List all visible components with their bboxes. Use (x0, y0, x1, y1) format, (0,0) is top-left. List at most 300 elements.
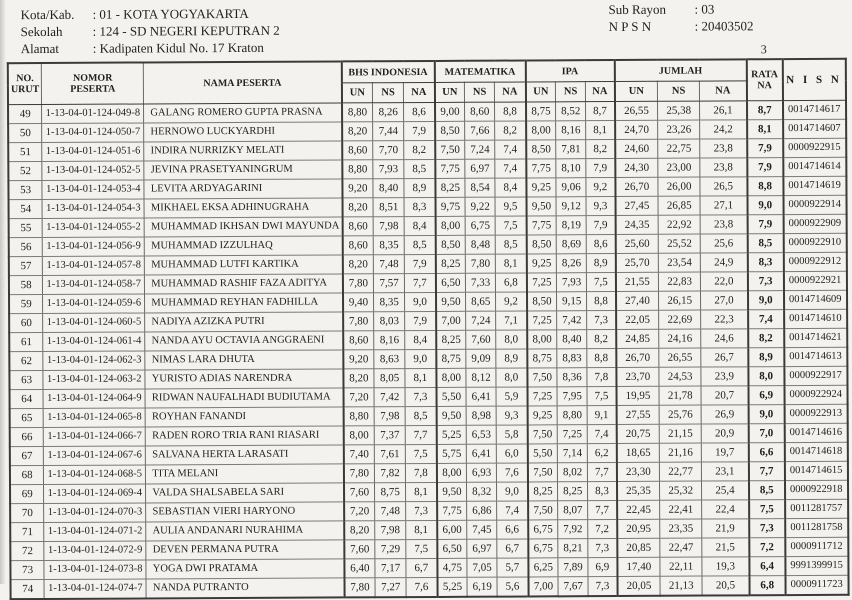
rata-na-cell: 8,9 (748, 348, 784, 367)
score-cell-bhs-ns: 8,26 (373, 103, 404, 122)
nisn-cell: 0011281757 (785, 499, 848, 518)
rata-na-cell: 6,9 (748, 386, 784, 405)
score-cell-mat-un: 9,50 (436, 292, 466, 311)
score-cell-mat-un: 5,25 (436, 425, 466, 444)
row-number-cell: 55 (9, 219, 43, 238)
score-cell-ipa-ns: 8,40 (557, 330, 587, 349)
score-cell-ipa-un: 7,25 (527, 311, 557, 330)
row-number-cell: 50 (8, 124, 42, 143)
nama-peserta-cell: JEVINA PRASETYANINGRUM (144, 160, 342, 180)
score-cell-bhs-na: 7,7 (405, 273, 436, 292)
score-cell-jml-na: 26,7 (701, 348, 748, 367)
score-cell-bhs-na: 8,6 (404, 102, 435, 121)
score-cell-ipa-na: 6,2 (587, 444, 616, 463)
score-cell-mat-ns: 7,45 (467, 520, 497, 539)
score-cell-mat-na: 6,0 (496, 444, 527, 463)
score-cell-mat-na: 8,0 (496, 368, 527, 387)
score-cell-jml-un: 27,45 (615, 196, 658, 215)
score-cell-ipa-na: 7,5 (587, 273, 616, 292)
score-cell-jml-un: 20,85 (617, 538, 660, 557)
score-cell-jml-ns: 25,38 (658, 101, 700, 120)
subheader-bhs-na: NA (404, 82, 435, 102)
score-cell-mat-ns: 8,48 (465, 235, 495, 254)
score-cell-ipa-na: 7,7 (588, 501, 617, 520)
rata-na-cell: 9,0 (747, 196, 783, 215)
score-cell-jml-un: 24,85 (616, 329, 659, 348)
row-number-cell: 69 (10, 485, 44, 504)
score-cell-jml-na: 24,6 (701, 329, 748, 348)
nomor-peserta-cell: 1-13-04-01-124-066-7 (44, 427, 146, 447)
score-cell-ipa-un: 8,00 (526, 121, 556, 140)
score-cell-ipa-ns: 9,12 (556, 197, 586, 216)
score-cell-bhs-na: 8,1 (406, 520, 437, 539)
subheader-jml-un: UN (615, 81, 658, 101)
score-cell-mat-na: 8,1 (495, 254, 526, 273)
score-cell-ipa-un: 7,25 (527, 273, 557, 292)
score-cell-mat-na: 7,4 (497, 501, 528, 520)
score-cell-bhs-ns: 7,44 (373, 122, 404, 141)
score-cell-mat-na: 9,0 (497, 482, 528, 501)
score-cell-jml-na: 23,1 (702, 462, 749, 481)
nisn-cell: 0000922924 (784, 385, 847, 404)
score-cell-bhs-ns: 8,03 (374, 312, 405, 331)
score-cell-ipa-un: 7,25 (527, 387, 557, 406)
rata-na-cell: 7,0 (748, 424, 784, 443)
nama-peserta-cell: MUHAMMAD REYHAN FADHILLA (145, 293, 343, 313)
score-cell-ipa-ns: 7,42 (557, 311, 587, 330)
score-cell-jml-un: 24,35 (615, 215, 658, 234)
score-cell-bhs-un: 8,00 (343, 426, 374, 445)
row-number-cell: 49 (8, 105, 42, 124)
npsn-value: : 20403502 (694, 18, 754, 34)
score-cell-ipa-un: 7,50 (527, 425, 557, 444)
score-cell-bhs-un: 7,60 (344, 483, 375, 502)
subheader-mat-un: UN (435, 82, 465, 102)
score-cell-mat-ns: 6,97 (465, 159, 495, 178)
score-cell-jml-un: 24,60 (615, 139, 658, 158)
rayon-info-block (608, 0, 753, 35)
score-cell-jml-un: 26,70 (615, 177, 658, 196)
score-cell-ipa-na: 8,9 (586, 254, 615, 273)
score-cell-ipa-un: 7,75 (526, 216, 556, 235)
score-cell-mat-un: 9,00 (435, 102, 465, 121)
subheader-bhs-ns: NS (373, 83, 404, 103)
nama-peserta-cell: GALANG ROMERO GUPTA PRASNA (144, 103, 342, 123)
score-cell-jml-na: 24,9 (700, 253, 747, 272)
score-cell-jml-ns: 22,47 (660, 538, 702, 557)
score-cell-mat-ns: 6,53 (466, 425, 496, 444)
row-number-cell: 72 (10, 542, 44, 561)
score-cell-ipa-un: 7,50 (528, 463, 558, 482)
nama-peserta-cell: YOGA DWI PRATAMA (146, 559, 344, 579)
score-cell-jml-na: 26,5 (700, 177, 747, 196)
score-cell-jml-na: 24,2 (700, 120, 747, 139)
score-cell-mat-un: 5,50 (436, 387, 466, 406)
group-header-matematika: MATEMATIKA (434, 60, 525, 82)
score-cell-mat-un: 8,50 (435, 121, 465, 140)
nomor-peserta-cell: 1-13-04-01-124-060-5 (43, 313, 145, 333)
nisn-cell: 9991399915 (785, 556, 848, 575)
score-cell-mat-ns: 8,54 (465, 178, 495, 197)
score-cell-mat-ns: 7,05 (467, 558, 497, 577)
nama-peserta-cell: RIDWAN NAUFALHADI BUDIUTAMA (145, 388, 343, 408)
score-cell-mat-na: 6,7 (497, 539, 528, 558)
score-cell-bhs-ns: 8,63 (374, 350, 405, 369)
score-cell-bhs-ns: 8,75 (375, 483, 406, 502)
score-cell-jml-na: 22,0 (701, 272, 748, 291)
score-cell-jml-ns: 21,13 (660, 576, 702, 596)
score-cell-ipa-na: 8,6 (586, 235, 615, 254)
score-cell-mat-na: 9,5 (495, 197, 526, 216)
nisn-cell: 0000922912 (783, 252, 846, 271)
score-cell-ipa-un: 5,50 (527, 444, 557, 463)
score-cell-bhs-na: 7,5 (405, 444, 436, 463)
nama-peserta-cell: NANDA AYU OCTAVIA ANGGRAENI (145, 331, 343, 351)
subheader-ipa-un: UN (526, 82, 556, 102)
score-cell-ipa-un: 9,50 (526, 197, 556, 216)
score-cell-ipa-na: 8,2 (587, 330, 616, 349)
score-cell-bhs-na: 8,2 (404, 140, 435, 159)
kota-value: : 01 - KOTA YOGYAKARTA (92, 5, 249, 22)
score-cell-jml-un: 18,65 (616, 443, 659, 462)
score-cell-bhs-na: 7,6 (406, 577, 437, 597)
score-cell-ipa-ns: 8,83 (557, 349, 587, 368)
score-cell-mat-un: 5,25 (437, 577, 467, 597)
score-cell-mat-ns: 7,66 (465, 121, 495, 140)
page-number: 3 (760, 42, 767, 57)
score-cell-mat-na: 7,1 (496, 311, 527, 330)
score-cell-jml-un: 19,95 (616, 386, 659, 405)
score-cell-jml-un: 26,70 (616, 348, 659, 367)
score-cell-ipa-ns: 7,95 (557, 387, 587, 406)
score-cell-mat-ns: 7,60 (466, 330, 496, 349)
nisn-cell: 0014714621 (784, 328, 847, 347)
score-cell-bhs-na: 9,0 (405, 349, 436, 368)
score-cell-mat-na: 8,0 (496, 330, 527, 349)
npsn-label: N P S N (608, 18, 652, 35)
score-cell-bhs-un: 7,60 (344, 540, 375, 559)
row-number-cell: 65 (10, 409, 44, 428)
col-header-nisn: N I S N (782, 59, 845, 101)
nisn-cell: 0014714616 (784, 423, 847, 442)
row-number-cell: 73 (10, 561, 44, 580)
score-cell-mat-na: 8,9 (496, 349, 527, 368)
score-cell-ipa-un: 9,25 (526, 178, 556, 197)
subrayon-label: Sub Rayon (608, 1, 666, 18)
score-cell-bhs-na: 8,4 (404, 216, 435, 235)
nisn-cell: 0000922909 (783, 214, 846, 233)
nama-peserta-cell: ROYHAN FANANDI (145, 407, 343, 427)
nomor-peserta-cell: 1-13-04-01-124-071-2 (44, 522, 146, 542)
score-cell-ipa-ns: 8,19 (556, 216, 586, 235)
rata-na-cell: 8,7 (747, 101, 783, 120)
row-number-cell: 68 (10, 466, 44, 485)
score-cell-ipa-na: 7,3 (587, 311, 616, 330)
score-cell-bhs-ns: 7,93 (373, 160, 404, 179)
score-cell-jml-ns: 24,16 (659, 329, 701, 348)
row-number-cell: 74 (11, 580, 45, 600)
score-cell-bhs-ns: 8,16 (374, 331, 405, 350)
score-cell-jml-ns: 24,53 (659, 367, 701, 386)
rata-na-cell: 8,3 (747, 253, 783, 272)
score-cell-jml-ns: 26,55 (659, 348, 701, 367)
score-cell-ipa-ns: 8,52 (556, 102, 586, 121)
row-number-cell: 71 (10, 523, 44, 542)
nomor-peserta-cell: 1-13-04-01-124-069-4 (44, 484, 146, 504)
score-cell-ipa-un: 8,50 (526, 235, 556, 254)
score-cell-mat-na: 5,9 (496, 387, 527, 406)
score-cell-ipa-na: 8,8 (587, 349, 616, 368)
nomor-peserta-cell: 1-13-04-01-124-068-5 (44, 465, 146, 485)
nomor-peserta-cell: 1-13-04-01-124-051-6 (42, 142, 144, 162)
nisn-cell: 0014714618 (784, 442, 847, 461)
score-cell-jml-na: 25,4 (702, 481, 749, 500)
rata-na-cell: 7,5 (749, 500, 785, 519)
score-cell-jml-un: 20,05 (617, 576, 660, 596)
info-row-npsn (609, 17, 754, 35)
nama-peserta-cell: DEVEN PERMANA PUTRA (146, 540, 344, 560)
nama-peserta-cell: YURISTO ADIAS NARENDRA (145, 369, 343, 389)
score-cell-jml-ns: 22,92 (658, 215, 700, 234)
nama-peserta-cell: VALDA SHALSABELA SARI (146, 483, 344, 503)
score-cell-bhs-ns: 7,98 (373, 217, 404, 236)
nama-peserta-cell: MIKHAEL EKSA ADHINUGRAHA (144, 198, 342, 218)
nomor-peserta-cell: 1-13-04-01-124-070-3 (44, 503, 146, 523)
nama-peserta-cell: NIMAS LARA DHUTA (145, 350, 343, 370)
score-cell-mat-un: 9,75 (435, 197, 465, 216)
score-cell-ipa-ns: 8,02 (558, 463, 588, 482)
subheader-ipa-na: NA (586, 82, 615, 102)
score-cell-ipa-ns: 8,26 (556, 254, 586, 273)
col-header-no-urut: NO. URUT (8, 63, 42, 105)
subheader-mat-na: NA (495, 82, 526, 102)
score-cell-bhs-na: 7,9 (404, 121, 435, 140)
score-cell-mat-un: 9,50 (436, 406, 466, 425)
score-cell-jml-ns: 22,11 (660, 557, 702, 576)
score-cell-mat-na: 7,4 (495, 159, 526, 178)
score-cell-ipa-na: 7,8 (587, 368, 616, 387)
nomor-peserta-cell: 1-13-04-01-124-052-5 (42, 161, 144, 181)
score-cell-mat-na: 5,7 (497, 558, 528, 577)
table-row (11, 575, 849, 599)
col-header-nomor-peserta: NOMOR PESERTA (42, 62, 144, 104)
score-cell-ipa-ns: 7,81 (556, 140, 586, 159)
nisn-cell: 0014714613 (784, 347, 847, 366)
nisn-cell: 0011281758 (785, 518, 848, 537)
nomor-peserta-cell: 1-13-04-01-124-063-2 (43, 370, 145, 390)
score-cell-bhs-na: 7,9 (404, 254, 435, 273)
score-cell-ipa-na: 6,9 (588, 558, 617, 577)
subheader-jml-na: NA (700, 81, 747, 101)
score-cell-bhs-un: 8,20 (342, 122, 373, 141)
row-number-cell: 52 (8, 162, 42, 181)
score-cell-bhs-un: 9,20 (343, 350, 374, 369)
row-number-cell: 53 (8, 181, 42, 200)
rata-na-cell: 7,9 (747, 215, 783, 234)
score-cell-bhs-ns: 7,48 (375, 502, 406, 521)
table-body (8, 100, 848, 599)
score-cell-ipa-un: 7,75 (526, 159, 556, 178)
score-cell-jml-ns: 21,16 (659, 443, 701, 462)
score-cell-bhs-ns: 8,40 (373, 179, 404, 198)
score-cell-mat-ns: 7,24 (465, 140, 495, 159)
rata-na-cell: 7,7 (749, 462, 785, 481)
score-table (7, 58, 849, 600)
rata-na-cell: 6,8 (749, 576, 785, 596)
score-cell-jml-un: 24,30 (615, 158, 658, 177)
score-cell-bhs-na: 8,3 (404, 197, 435, 216)
score-cell-mat-ns: 8,98 (466, 406, 496, 425)
score-cell-ipa-un: 9,25 (526, 254, 556, 273)
score-cell-mat-un: 8,75 (436, 349, 466, 368)
nisn-cell: 0000922915 (783, 138, 846, 157)
nomor-peserta-cell: 1-13-04-01-124-057-8 (43, 256, 145, 276)
score-cell-ipa-un: 8,75 (527, 349, 557, 368)
score-cell-ipa-na: 8,1 (586, 121, 615, 140)
nisn-cell: 0014714609 (784, 290, 847, 309)
score-cell-jml-un: 21,55 (616, 272, 659, 291)
nisn-cell: 0014714614 (783, 157, 846, 176)
score-cell-mat-na: 9,3 (496, 406, 527, 425)
score-cell-jml-na: 26,1 (700, 101, 747, 120)
score-cell-mat-ns: 7,80 (465, 254, 495, 273)
score-cell-bhs-ns: 7,98 (375, 521, 406, 540)
nomor-peserta-cell: 1-13-04-01-124-067-6 (44, 446, 146, 466)
score-cell-mat-ns: 9,09 (466, 349, 496, 368)
score-cell-mat-un: 8,50 (435, 235, 465, 254)
score-cell-ipa-na: 7,9 (586, 159, 615, 178)
nama-peserta-cell: SALVANA HERTA LARASATI (146, 445, 344, 465)
score-cell-bhs-ns: 7,57 (374, 274, 405, 293)
nama-peserta-cell: NANDA PUTRANTO (146, 578, 344, 599)
score-cell-bhs-un: 8,20 (342, 198, 373, 217)
score-cell-ipa-un: 8,00 (527, 330, 557, 349)
score-cell-mat-un: 7,50 (435, 140, 465, 159)
score-cell-mat-un: 8,00 (437, 463, 467, 482)
row-number-cell: 60 (9, 314, 43, 333)
score-cell-jml-ns: 26,85 (658, 196, 700, 215)
nomor-peserta-cell: 1-13-04-01-124-062-3 (43, 351, 145, 371)
score-cell-bhs-na: 8,5 (405, 406, 436, 425)
score-cell-bhs-ns: 7,17 (375, 559, 406, 578)
nisn-cell: 0000922914 (783, 195, 846, 214)
score-cell-mat-ns: 6,41 (466, 444, 496, 463)
score-cell-bhs-un: 9,20 (342, 179, 373, 198)
nisn-cell: 0000911723 (785, 575, 848, 595)
score-cell-jml-un: 22,05 (616, 310, 659, 329)
score-cell-mat-na: 5,6 (497, 577, 528, 597)
score-cell-mat-na: 9,2 (496, 292, 527, 311)
row-number-cell: 62 (9, 352, 43, 371)
score-cell-bhs-ns: 7,48 (373, 255, 404, 274)
score-cell-jml-na: 22,4 (702, 500, 749, 519)
rata-na-cell: 8,5 (749, 481, 785, 500)
group-header-bhs-indonesia: BHS INDONESIA (341, 61, 434, 83)
nomor-peserta-cell: 1-13-04-01-124-073-8 (44, 560, 146, 580)
nomor-peserta-cell: 1-13-04-01-124-064-9 (43, 389, 145, 409)
score-cell-ipa-un: 6,25 (528, 558, 558, 577)
row-number-cell: 64 (10, 390, 44, 409)
nisn-cell: 0000922917 (784, 366, 847, 385)
score-cell-mat-ns: 9,22 (465, 197, 495, 216)
nomor-peserta-cell: 1-13-04-01-124-074-7 (44, 579, 146, 599)
score-cell-mat-na: 7,4 (495, 140, 526, 159)
score-cell-bhs-na: 8,5 (404, 159, 435, 178)
subheader-bhs-un: UN (342, 83, 373, 103)
score-cell-mat-un: 8,25 (435, 178, 465, 197)
score-cell-bhs-na: 6,7 (406, 558, 437, 577)
nisn-cell: 0014714610 (784, 309, 847, 328)
nama-peserta-cell: TITA MELANI (146, 464, 344, 484)
score-cell-jml-ns: 23,54 (658, 253, 700, 272)
score-cell-ipa-ns: 8,21 (558, 539, 588, 558)
score-cell-ipa-na: 7,4 (587, 425, 616, 444)
score-cell-ipa-ns: 8,16 (556, 121, 586, 140)
score-cell-bhs-ns: 7,70 (373, 141, 404, 160)
score-cell-ipa-un: 7,50 (528, 501, 558, 520)
score-cell-ipa-un: 6,75 (528, 520, 558, 539)
score-cell-ipa-na: 7,9 (586, 216, 615, 235)
score-cell-ipa-ns: 7,25 (557, 425, 587, 444)
nomor-peserta-cell: 1-13-04-01-124-058-7 (43, 275, 145, 295)
nomor-peserta-cell: 1-13-04-01-124-072-9 (44, 541, 146, 561)
score-cell-bhs-un: 8,80 (343, 407, 374, 426)
score-cell-bhs-un: 8,80 (342, 103, 373, 122)
score-cell-mat-un: 6,50 (436, 273, 466, 292)
sekolah-value: : 124 - SD NEGERI KEPUTRAN 2 (92, 22, 280, 39)
score-cell-ipa-ns: 7,92 (558, 520, 588, 539)
score-cell-bhs-un: 7,80 (344, 578, 375, 598)
score-cell-jml-un: 20,95 (617, 519, 660, 538)
subheader-mat-ns: NS (465, 82, 495, 102)
score-cell-jml-na: 20,5 (702, 576, 749, 596)
score-cell-ipa-ns: 8,07 (558, 501, 588, 520)
score-cell-bhs-un: 7,40 (343, 445, 374, 464)
score-cell-jml-na: 23,9 (701, 367, 748, 386)
score-cell-mat-un: 9,50 (437, 482, 467, 501)
score-cell-mat-ns: 7,24 (466, 311, 496, 330)
score-cell-bhs-ns: 7,61 (374, 445, 405, 464)
nomor-peserta-cell: 1-13-04-01-124-055-2 (42, 218, 144, 238)
score-cell-jml-un: 24,70 (615, 120, 658, 139)
score-cell-jml-un: 27,55 (616, 405, 659, 424)
score-cell-ipa-na: 8,8 (587, 292, 616, 311)
score-cell-ipa-un: 6,75 (528, 539, 558, 558)
col-header-nama-peserta: NAMA PESERTA (144, 61, 342, 104)
info-row-kota (20, 5, 279, 23)
score-cell-jml-ns: 26,15 (659, 291, 701, 310)
rata-na-cell: 7,4 (748, 310, 784, 329)
score-cell-mat-ns: 6,75 (465, 216, 495, 235)
score-cell-ipa-un: 8,25 (528, 482, 558, 501)
info-row-subrayon (608, 0, 753, 18)
nomor-peserta-cell: 1-13-04-01-124-065-8 (43, 408, 145, 428)
score-cell-bhs-un: 8,20 (342, 255, 373, 274)
alamat-value: : Kadipaten Kidul No. 17 Kraton (92, 39, 264, 56)
rata-na-cell: 7,3 (749, 519, 785, 538)
rata-na-cell: 8,8 (747, 177, 783, 196)
nisn-cell: 0014714615 (785, 461, 848, 480)
score-cell-mat-ns: 6,97 (467, 539, 497, 558)
rata-na-cell: 8,2 (748, 329, 784, 348)
score-cell-ipa-ns: 9,06 (556, 178, 586, 197)
score-cell-bhs-ns: 7,29 (375, 540, 406, 559)
score-cell-ipa-ns: 8,69 (556, 235, 586, 254)
rata-na-cell: 7,9 (747, 158, 783, 177)
score-cell-mat-ns: 8,12 (466, 368, 496, 387)
score-cell-jml-un: 25,70 (615, 253, 658, 272)
score-cell-ipa-na: 7,2 (588, 520, 617, 539)
